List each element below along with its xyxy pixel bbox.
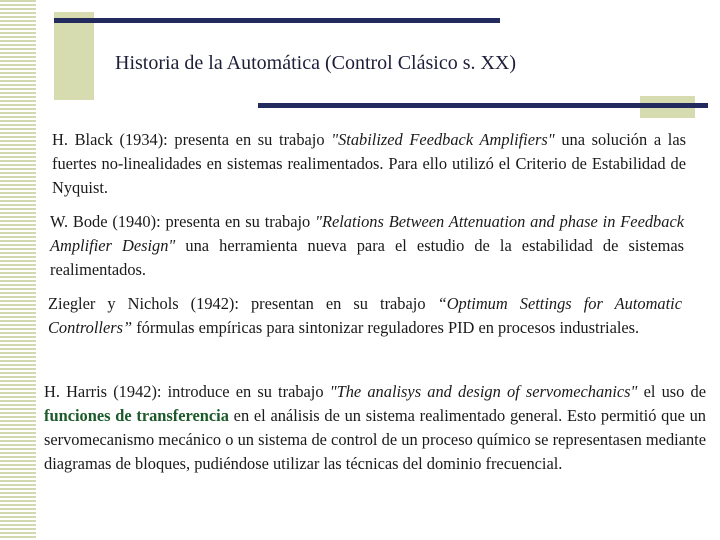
slide-title: Historia de la Automática (Control Clásico s. XX) — [115, 52, 517, 74]
paragraph-text: fórmulas empíricas para sintonizar reguladores PID en procesos industriales. — [132, 318, 640, 337]
paper-title: “Optimum Settings for Automatic Controllers” — [48, 294, 682, 337]
paragraph-text: W. Bode (1940): presenta en su trabajo — [50, 212, 316, 231]
paper-title: "The analisys and design of servomechanics" — [329, 382, 638, 401]
paragraph-black — [52, 128, 686, 200]
paper-title: "Relations Between Attenuation and phase in Feedback Amplifier Design" — [50, 212, 684, 255]
decorative-stripe-bar — [0, 0, 36, 540]
paragraph-text: H. Black (1934): presenta en su trabajo — [52, 130, 332, 149]
paragraph-harris — [44, 380, 706, 476]
paragraph-text: el uso de — [637, 382, 706, 401]
decorative-line-top — [54, 18, 500, 23]
paragraph-text: H. Harris (1942): introduce en su trabajo — [44, 382, 330, 401]
paragraph-text: Ziegler y Nichols (1942): presentan en su trabajo — [48, 294, 438, 313]
paragraph-text: una solución a las fuertes no-linealidades en sistemas realimentados. Para ello utilizó el Criterio de Estabilidad de Nyquist. — [52, 130, 686, 197]
paragraph-text: una herramienta nueva para el estudio de la estabilidad de sistemas realimentados. — [50, 236, 684, 279]
decorative-line-bottom — [258, 103, 708, 108]
decorative-block-top — [54, 12, 94, 100]
highlight-term: funciones de transferencia — [44, 406, 229, 425]
paragraph-bode — [50, 210, 684, 282]
paragraph-ziegler-nichols — [48, 292, 682, 340]
paragraph-text: en el análisis de un sistema realimentado general. Esto permitió que un servomecanismo mecánico o un sistema de control de un proceso químico se representasen mediante diagramas de bloques, pudiéndose utilizar las técnicas del dominio frecuencial. — [44, 406, 706, 473]
paper-title: "Stabilized Feedback Amplifiers" — [331, 130, 555, 149]
